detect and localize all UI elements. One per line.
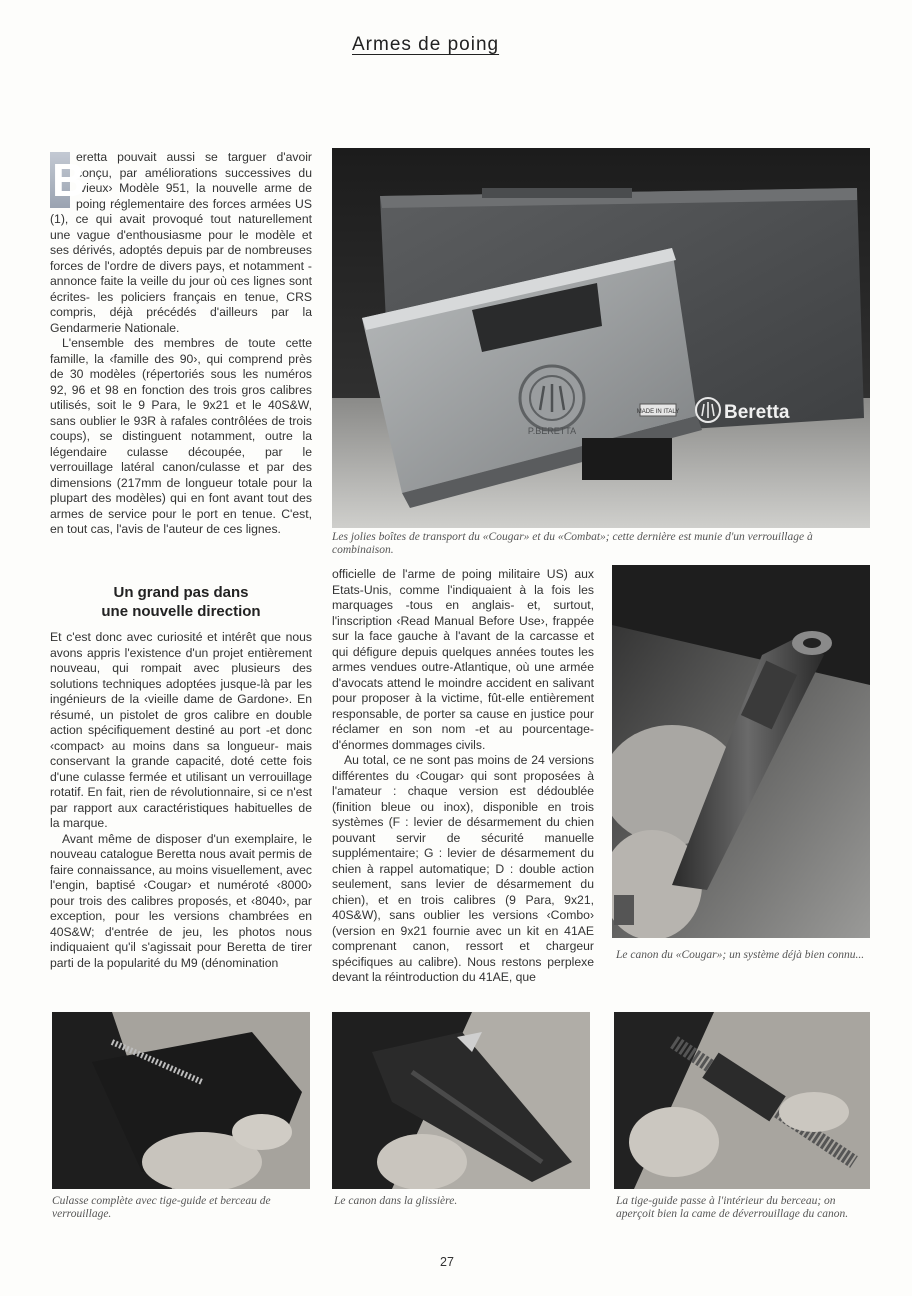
- caption-barrel: Le canon du «Cougar»; un système déjà bien connu...: [616, 949, 865, 961]
- beretta-logo-text: Beretta: [724, 402, 790, 423]
- left-paragraph-2: Avant même de disposer d'un exemplaire, le nouveau catalogue Beretta nous avait permis de faire connaissance, au moins visuellement, avec l'engin, baptisé ‹Cougar› et numéroté ‹8000› pour trois des calibres proposés, et ‹8040›, par exception, pour les versions chambrées en 40S&W; d'entrée de jeu, les photos nous indiquaient qu'il s'agissait pour Beretta de tirer parti de la popularité du M9 (dénomination: [50, 831, 312, 970]
- photo-carrying-cases: [332, 148, 870, 528]
- slide-full-illustration: [52, 1012, 310, 1189]
- intro-column: [50, 150, 312, 538]
- left-column: [50, 630, 312, 971]
- intro-paragraph-2: L'ensemble des membres de toute cette famille, la ‹famille des 90›, qui comprend près de 30 modèles (répertoriés sous les numéros 92, 96 et 98 en fonction des trois gros calibres utilisés, soit le 9 Para, le 9x21 et le 40S&W, sans oublier le 93R à rafales contrôlées de trois coups), se distinguent notamment, outre la légendaire culasse découpée, par le verrouillage latéral canon/culasse et par des dimensions (217mm de longueur totale pour la plupart des modèles) qui en font avant tout des armes de service pour le port en tenue. C'est, en tout cas, l'avis de l'auteur de ces lignes.: [50, 336, 312, 536]
- left-paragraph-1: Et c'est donc avec curiosité et intérêt que nous avons appris l'existence d'un projet entièrement nouveau, qui rompait avec plusieurs des solutions techniques adoptées jusque-là par les ingénieurs de la ‹vieille dame de Gardone›. En résumé, un pistolet de gros calibre en double action spécifiquement destiné au port -et donc ‹compact› au moins dans sa longueur- mais conservant la grande capacité, doté cette fois d'une culasse fermée et utilisant un verrouillage rotatif. En fait, rien de révolutionnaire, si ce n'est par rapport aux caractéristiques habituelles de la marque.: [50, 630, 312, 830]
- photo-guide-rod: [614, 1012, 870, 1189]
- intro-paragraph-1: B eretta pouvait aussi se targuer d'avoir conçu, par améliorations successives du ‹vieux› Modèle 951, la nouvelle arme de poing réglementaire des forces armées US (1), ce qui avait provoqué tout naturellement une vague d'enthousiasme pour le modèle et ses dérivés, adoptés depuis par de nombreuses forces de l'ordre de divers pays, et notamment -annonce faite la veille du jour où ces lignes sont écrites- les policiers français en tenue, CRS compris, déjà précédés d'ailleurs par la Gendarmerie Nationale.: [50, 150, 312, 335]
- caption-guide-rod: La tige-guide passe à l'intérieur du berceau; on aperçoit bien la came de déverrouillage du canon.: [616, 1195, 849, 1220]
- photo-barrel-in-slide: [332, 1012, 590, 1189]
- guide-rod-illustration: [614, 1012, 870, 1189]
- caption-barrel-in-slide: Le canon dans la glissière.: [334, 1195, 458, 1207]
- carrying-cases-illustration: [332, 148, 870, 528]
- middle-paragraph-2: Au total, ce ne sont pas moins de 24 versions différentes du ‹Cougar› qui sont proposées à l'amateur : chaque version est dédoublée (finition bleue ou inox), disponible en trois systèmes (F : levier de désarmement du chien pouvant servir de sécurité manuelle supplémentaire; G : levier de désarmement du chien à rappel automatique; D : double action seulement, sans levier de désarmement du chien), et en trois calibres (9 Para, 9x21, 40S&W), sans oublier les versions ‹Combo› (version en 9x21 fournie avec un kit en 41AE comprenant canon, ressort et chargeur spécifiques au calibre). Nous restons perplexe devant la réintroduction du 41AE, que: [332, 753, 594, 984]
- photo-slide-full: [52, 1012, 310, 1189]
- page-number: 27: [440, 1255, 454, 1269]
- barrel-in-slide-illustration: [332, 1012, 590, 1189]
- middle-paragraph-1: officielle de l'arme de poing militaire US) aux Etats-Unis, comme l'indiquaient à la fois les marquages -tous en anglais- et, surtout, l'inscription ‹Read Manual Before Use›, frappée sur la face gauche à l'avant de la carcasse et qui défigure depuis quelques années toutes les armes vendues outre-Atlantique, où une armée d'avocats attend le moindre accident en salivant pour proposer à la victime, fût-elle entièrement responsable, de porter sa cause en justice pour réclamer en son nom -et au pourcentage- d'énormes dommages civils.: [332, 567, 594, 752]
- caption-slide-full: Culasse complète avec tige-guide et berceau de verrouillage.: [52, 1195, 271, 1220]
- photo-barrel: [612, 565, 870, 938]
- barrel-illustration: [612, 565, 870, 938]
- made-in-italy-label: MADE IN ITALY: [636, 409, 680, 415]
- emblem-text: P.BERETTA: [527, 426, 577, 436]
- subheading: Un grand pas dans une nouvelle direction: [101, 584, 261, 620]
- drop-cap: B: [52, 154, 86, 206]
- section-header-title: Armes de poing: [352, 34, 500, 55]
- caption-carrying-cases: Les jolies boîtes de transport du «Cougar» et du «Combat»; cette dernière est munie d'un verrouillage à combinaison.: [332, 531, 813, 556]
- middle-column: [332, 567, 594, 986]
